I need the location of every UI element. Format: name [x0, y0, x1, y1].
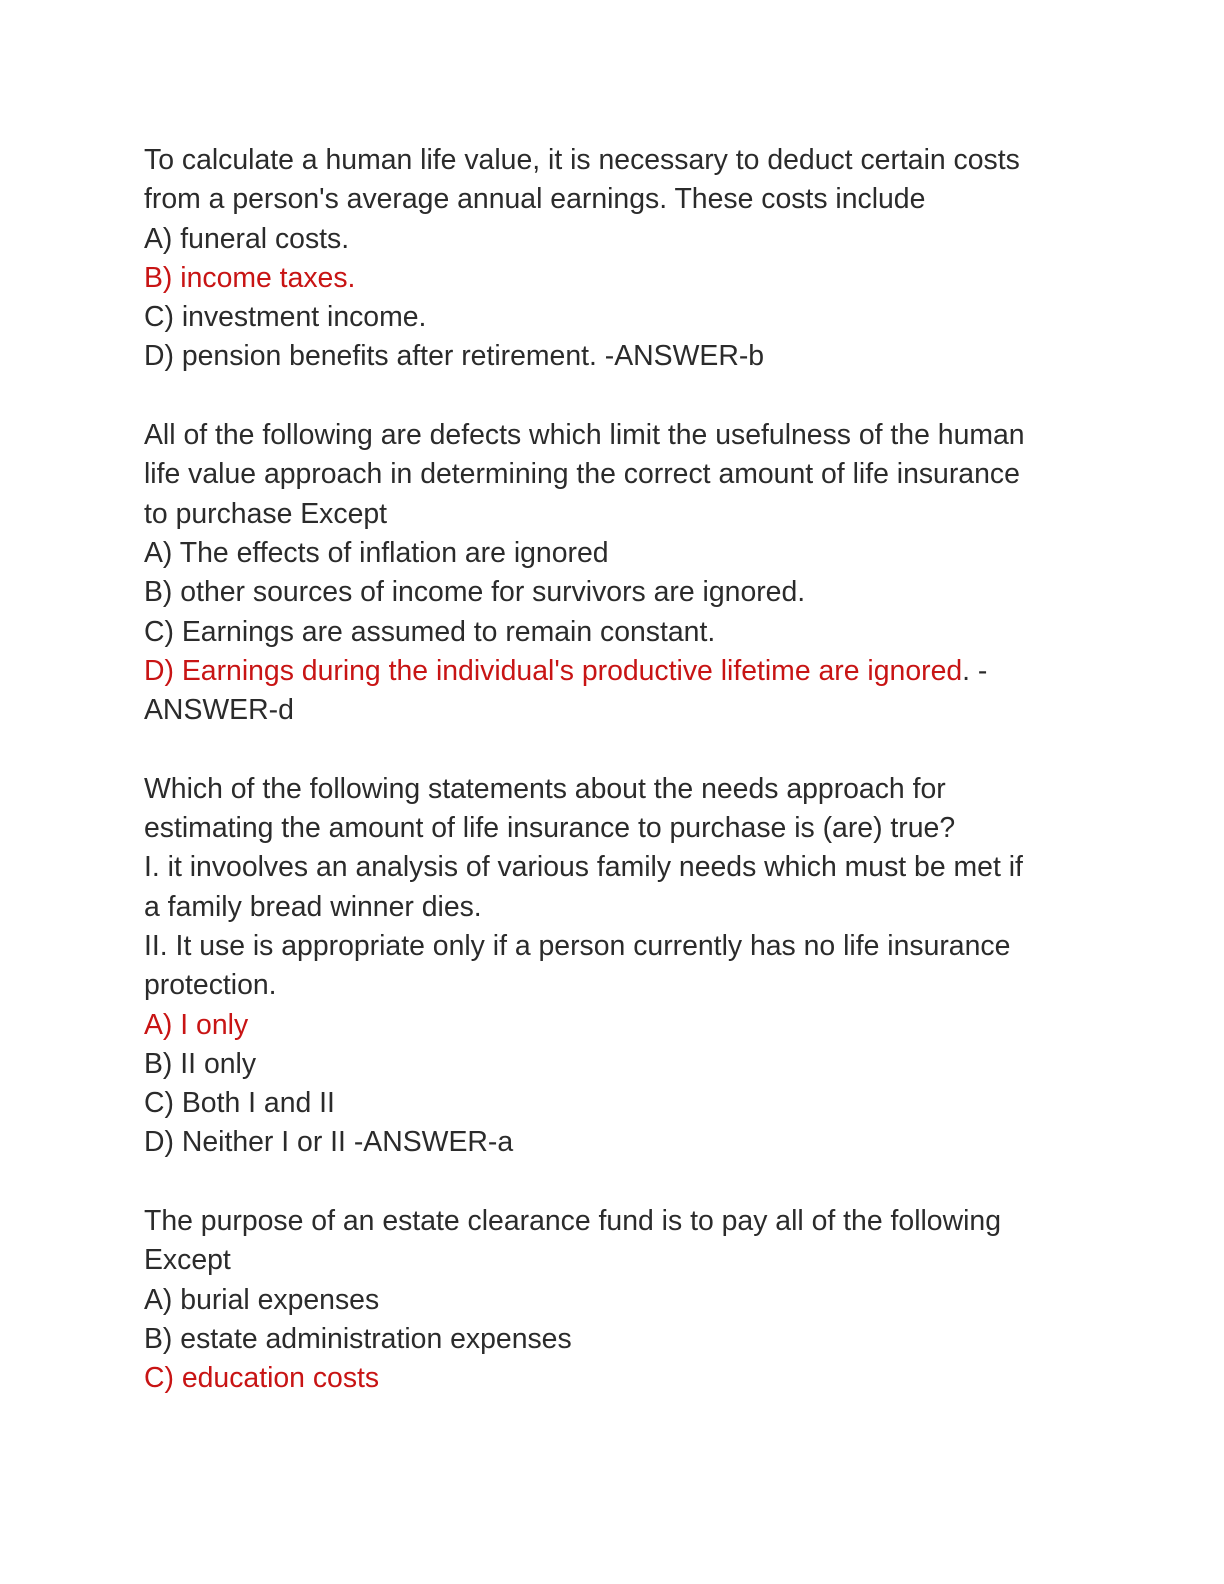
question-1-option-b-correct: B) income taxes. — [144, 261, 356, 294]
question-3 — [144, 770, 1084, 1163]
question-1-option-d: D) pension benefits after retirement. -ANSWER-b — [144, 340, 765, 373]
question-2-option-d — [144, 652, 1084, 691]
question-4-option-a: A) burial expenses — [144, 1283, 380, 1316]
question-2-option-d-correct: D) Earnings during the individual's productive lifetime are ignored — [144, 654, 963, 687]
question-3-option-c: C) Both I and II — [144, 1087, 335, 1120]
question-2-stem-line-3: to purchase Except — [144, 497, 388, 530]
question-2-answer-key: ANSWER-d — [144, 694, 294, 727]
question-1-stem-line-2: from a person's average annual earnings. These costs include — [144, 183, 926, 216]
document-page — [144, 141, 1084, 1438]
question-1-option-c: C) investment income. — [144, 301, 427, 334]
question-3-stem-line-3: I. it invoolves an analysis of various family needs which must be met if — [144, 851, 1023, 884]
question-2-option-c: C) Earnings are assumed to remain constant. — [144, 615, 716, 648]
question-4-stem-line-1: The purpose of an estate clearance fund is to pay all of the following — [144, 1205, 1001, 1238]
question-3-option-a-correct: A) I only — [144, 1008, 249, 1041]
question-4-option-b: B) estate administration expenses — [144, 1322, 572, 1355]
question-4-option-c-correct: C) education costs — [144, 1362, 380, 1395]
question-3-stem-line-4: a family bread winner dies. — [144, 890, 482, 923]
question-4 — [144, 1202, 1084, 1398]
question-3-stem-line-1: Which of the following statements about the needs approach for — [144, 772, 946, 805]
question-1-option-a: A) funeral costs. — [144, 222, 350, 255]
question-1 — [144, 141, 1084, 377]
question-2-stem-line-2: life value approach in determining the correct amount of life insurance — [144, 458, 1020, 491]
question-2-option-d-tail: . - — [962, 654, 988, 687]
question-3-stem-line-5: II. It use is appropriate only if a person currently has no life insurance — [144, 929, 1011, 962]
question-2-option-a: A) The effects of inflation are ignored — [144, 536, 609, 569]
question-3-option-b: B) II only — [144, 1047, 257, 1080]
question-3-stem-line-2: estimating the amount of life insurance to purchase is (are) true? — [144, 812, 956, 845]
question-3-stem-line-6: protection. — [144, 969, 277, 1002]
question-1-stem-line-1: To calculate a human life value, it is necessary to deduct certain costs — [144, 144, 1020, 176]
question-2 — [144, 416, 1084, 730]
question-2-option-b: B) other sources of income for survivors are ignored. — [144, 576, 806, 609]
question-4-stem-line-2: Except — [144, 1244, 231, 1277]
question-2-stem-line-1: All of the following are defects which limit the usefulness of the human — [144, 419, 1025, 452]
question-3-option-d: D) Neither I or II -ANSWER-a — [144, 1126, 514, 1159]
